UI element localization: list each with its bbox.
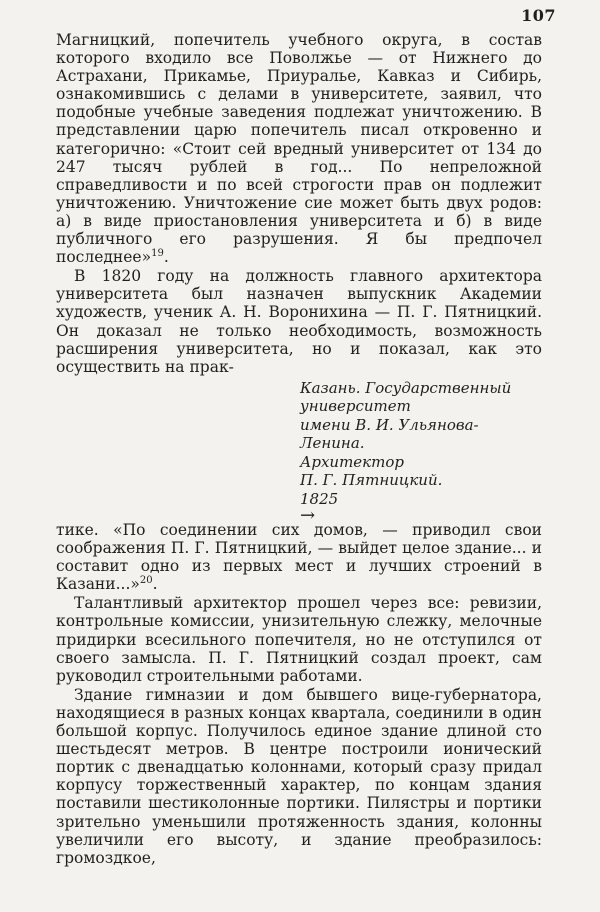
paragraph: Талантливый архитектор прошел через все: ревизии, контрольные комиссии, унизительную слежку, мелочные придирки всесильного попечителя, но не отступился от своего замысла. П. Г. Пятницкий создал проект, сам руководил строительными работами. [56,594,542,685]
paragraph: Здание гимназии и дом бывшего вице-губернатора, находящиеся в разных концах квартала, соединили в один большой корпус. Получилось единое здание длиной сто шестьдесят метров. В центре построили ионический портик с двенадцатью колоннами, который сразу придал корпусу торжественный характер, по концам здания поставили шестиколонные портики. Пилястры и портики зрительно уменьшили протяженность здания, колонны увеличили его высоту, и здание преобразилось: громоздкое, [56,685,542,867]
text-block-top [56,31,542,376]
illustration-caption [300,360,548,545]
footnote-ref: 20 [139,575,153,587]
page-number: 107 [521,6,556,25]
footnote-ref: 19 [151,247,164,259]
paragraph: Магницкий, попечитель учебного округа, в состав которого входило все Поволжье — от Нижнего до Астрахани, Прикамье, Приуралье, Кавказ и Сибирь, ознакомившись с делами в университете, заявил, что подобные учебные заведения подлежат уничтожению. В представлении царю попечитель писал откровенно и категорично: «Стоит сей вредный университет от 134 до 247 тысяч рублей в год... По непреложной справедливости и по всей строгости прав он подлежит уничтожению. Уничтожение сие может быть двух родов: а) в виде приостановления университета и б) в виде публичного его разрушения. Я бы предпочел последнее»$^{19}$. [56,31,542,267]
paragraph: В 1820 году на должность главного архитектора университета был назначен выпускник Академии художеств, ученик А. Н. Воронихина — П. Г. Пятницкий. Он доказал не только необходимость, возможность расширения университета, но и показал, как это осуществить на прак- [56,267,542,376]
paragraph: тике. «По соединении сих домов, — приводил свои соображения П. Г. Пятницкий, — выйдет целое здание... и составит одно из первых мест и лучших строений в Казани...»$^{20}$. [56,521,542,594]
text-block-bottom [56,521,542,867]
caption-text: Казань. Государственный университет имени В. И. Ульянова- Ленина. Архитектор П. Г. Пятницкий. 1825 [300,378,512,508]
arrow-right-icon: → [300,505,316,526]
